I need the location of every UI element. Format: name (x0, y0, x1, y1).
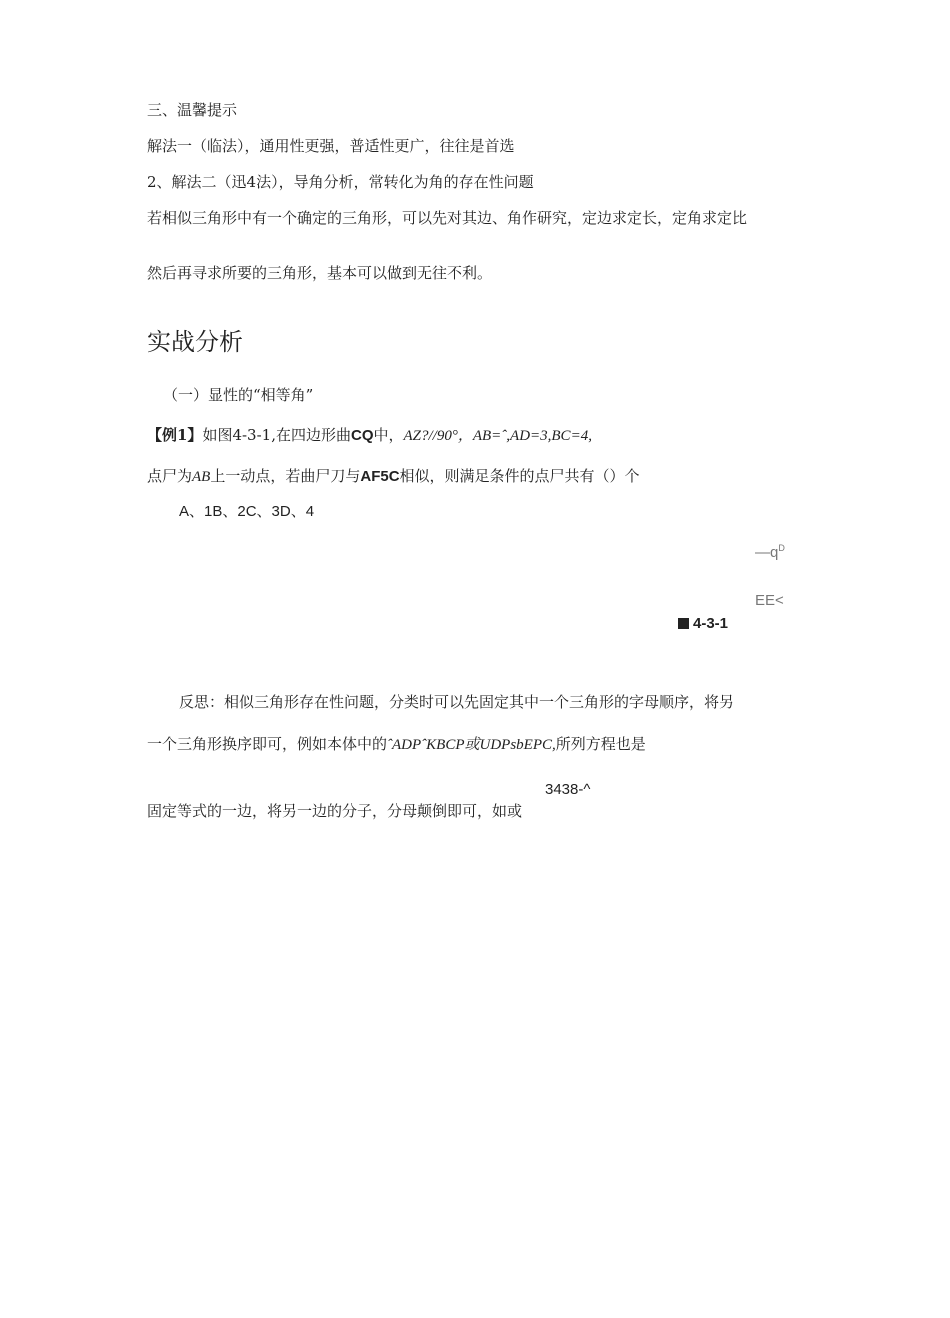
subheading: （一）显性的“相等角” (163, 386, 314, 404)
reflection-line-2-b: 所列方程也是 (555, 735, 646, 753)
example-line (147, 426, 592, 445)
example-text-a: 如图4-3-1,在四边形曲 (202, 426, 351, 444)
figure-caption (678, 615, 728, 632)
tip-line-1: 解法一（临法），通用性更强，普适性更广，往往是首选 (147, 137, 515, 155)
question-ab: AB (192, 469, 211, 485)
figure-text-2: EE< (755, 592, 784, 609)
tip-line-3: 若相似三角形中有一个确定的三角形，可以先对其边、角作研究，定边求定长，定角求定比 (147, 209, 748, 227)
example-text-b: 中， (373, 426, 404, 444)
question-line (147, 467, 640, 486)
example-math: AZ?//90°，AB=ˆ,AD=3,BC=4, (403, 428, 592, 444)
figure-text-1 (755, 543, 785, 561)
question-af5c: AF5C (360, 468, 400, 485)
figure-text-1-sup: D (778, 543, 785, 553)
reflection-math: ˆADPˆKBCP或UDPsbEPC, (387, 737, 556, 753)
page-title: 实战分析 (147, 328, 243, 356)
example-cq: CQ (350, 427, 374, 444)
answer-options: A、1B、2C、3D、4 (179, 503, 315, 520)
question-text-c: 相似，则满足条件的点尸共有（）个 (399, 467, 640, 485)
example-tag: 【例1】 (147, 426, 203, 444)
figure-caption-label: 4-3-1 (693, 615, 729, 632)
section-heading: 三、温馨提示 (147, 101, 238, 119)
question-text-b: 上一动点，若曲尸刀与 (210, 467, 361, 485)
figure-text-1-main: —q (755, 544, 779, 561)
reflection-line-3: 固定等式的一边，将另一边的分子，分母颠倒即可，如或 (147, 802, 523, 820)
reflection-line-1: 反思：相似三角形存在性问题，分类时可以先固定其中一个三角形的字母顺序，将另 (179, 693, 735, 711)
tip-line-2: 2、解法二（迅4法），导角分析，常转化为角的存在性问题 (147, 173, 534, 191)
question-text-a: 点尸为 (147, 467, 193, 485)
reflection-line-2-a: 一个三角形换序即可，例如本体中的 (147, 735, 388, 753)
reflection-line-2 (147, 735, 646, 754)
tip-line-4: 然后再寻求所要的三角形，基本可以做到无往不利。 (147, 264, 493, 282)
figure-mark-icon (678, 618, 689, 629)
reflection-formula: 3438-^ (545, 781, 591, 798)
